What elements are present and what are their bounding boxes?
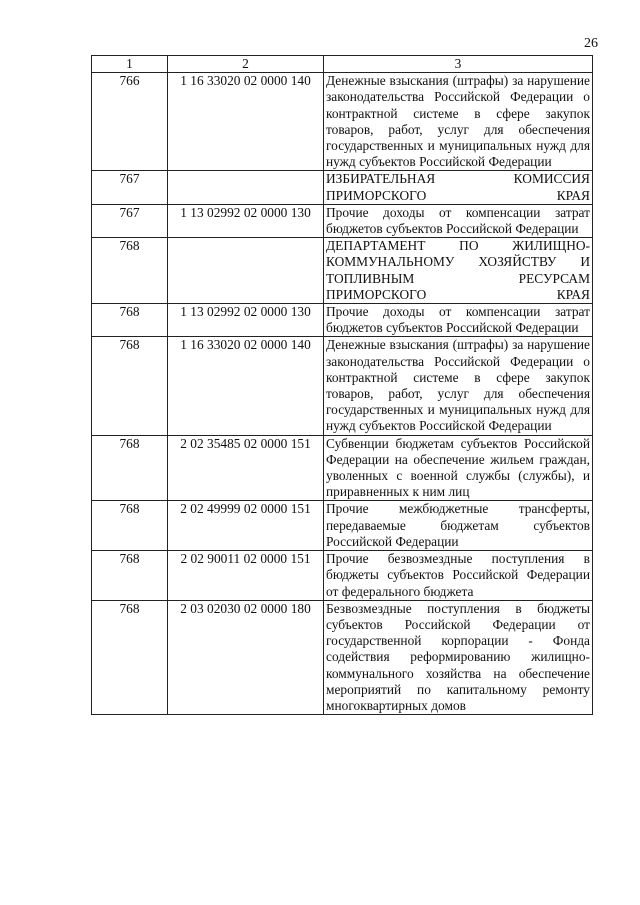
table-row — [92, 501, 593, 551]
department-name-cell: ДЕПАРТАМЕНТ ПО ЖИЛИЩНО-КОММУНАЛЬНОМУ ХОЗЯЙСТВУ И ТОПЛИВНЫМ РЕСУРСАМ ПРИМОРСКОГО КРАЯ — [324, 238, 593, 304]
description-cell: Субвенции бюджетам субъектов Российской Федерации на обеспечение жильем граждан, уволенных с военной службы (службы), и приравненных к ним лиц — [324, 435, 593, 501]
description-cell: Денежные взыскания (штрафы) за нарушение законодательства Российской Федерации о контрактной системе в сфере закупок товаров, работ, услуг для обеспечения государственных и муниципальных нужд для нужд субъектов Российской Федерации — [324, 337, 593, 435]
table-row — [92, 238, 593, 304]
admin-code-cell: 768 — [92, 435, 168, 501]
description-cell: Денежные взыскания (штрафы) за нарушение законодательства Российской Федерации о контрактной системе в сфере закупок товаров, работ, услуг для обеспечения государственных и муниципальных нужд для нужд субъектов Российской Федерации — [324, 73, 593, 171]
column-header-2: 2 — [168, 56, 324, 73]
description-cell: Прочие безвозмездные поступления в бюджеты субъектов Российской Федерации от федерального бюджета — [324, 551, 593, 601]
admin-code-cell: 768 — [92, 238, 168, 304]
column-header-1: 1 — [92, 56, 168, 73]
revenue-code-cell — [168, 238, 324, 304]
budget-classification-table — [91, 55, 593, 715]
description-cell: Прочие доходы от компенсации затрат бюджетов субъектов Российской Федерации — [324, 304, 593, 337]
table-row — [92, 600, 593, 714]
admin-code-cell: 768 — [92, 337, 168, 435]
description-cell: Прочие межбюджетные трансферты, передаваемые бюджетам субъектов Российской Федерации — [324, 501, 593, 551]
revenue-code-cell: 2 03 02030 02 0000 180 — [168, 600, 324, 714]
revenue-code-cell: 1 13 02992 02 0000 130 — [168, 304, 324, 337]
table-row — [92, 204, 593, 237]
column-header-3: 3 — [324, 56, 593, 73]
department-name-cell: ИЗБИРАТЕЛЬНАЯ КОМИССИЯ ПРИМОРСКОГО КРАЯ — [324, 171, 593, 204]
revenue-code-cell — [168, 171, 324, 204]
table-header-row — [92, 56, 593, 73]
revenue-code-cell: 1 16 33020 02 0000 140 — [168, 73, 324, 171]
table-row — [92, 304, 593, 337]
admin-code-cell: 766 — [92, 73, 168, 171]
revenue-code-cell: 1 13 02992 02 0000 130 — [168, 204, 324, 237]
revenue-code-cell: 2 02 90011 02 0000 151 — [168, 551, 324, 601]
table-row — [92, 337, 593, 435]
table-row — [92, 435, 593, 501]
revenue-code-cell: 2 02 35485 02 0000 151 — [168, 435, 324, 501]
table-row — [92, 551, 593, 601]
description-cell: Безвозмездные поступления в бюджеты субъектов Российской Федерации от государственной корпорации - Фонда содействия реформированию жилищно-коммунального хозяйства на обеспечение мероприятий по капитальному ремонту многоквартирных домов — [324, 600, 593, 714]
admin-code-cell: 768 — [92, 304, 168, 337]
page-number: 26 — [584, 36, 598, 51]
revenue-code-cell: 1 16 33020 02 0000 140 — [168, 337, 324, 435]
admin-code-cell: 767 — [92, 204, 168, 237]
revenue-code-cell: 2 02 49999 02 0000 151 — [168, 501, 324, 551]
admin-code-cell: 768 — [92, 551, 168, 601]
admin-code-cell: 768 — [92, 501, 168, 551]
description-cell: Прочие доходы от компенсации затрат бюджетов субъектов Российской Федерации — [324, 204, 593, 237]
admin-code-cell: 767 — [92, 171, 168, 204]
table-row — [92, 171, 593, 204]
table-row — [92, 73, 593, 171]
admin-code-cell: 768 — [92, 600, 168, 714]
